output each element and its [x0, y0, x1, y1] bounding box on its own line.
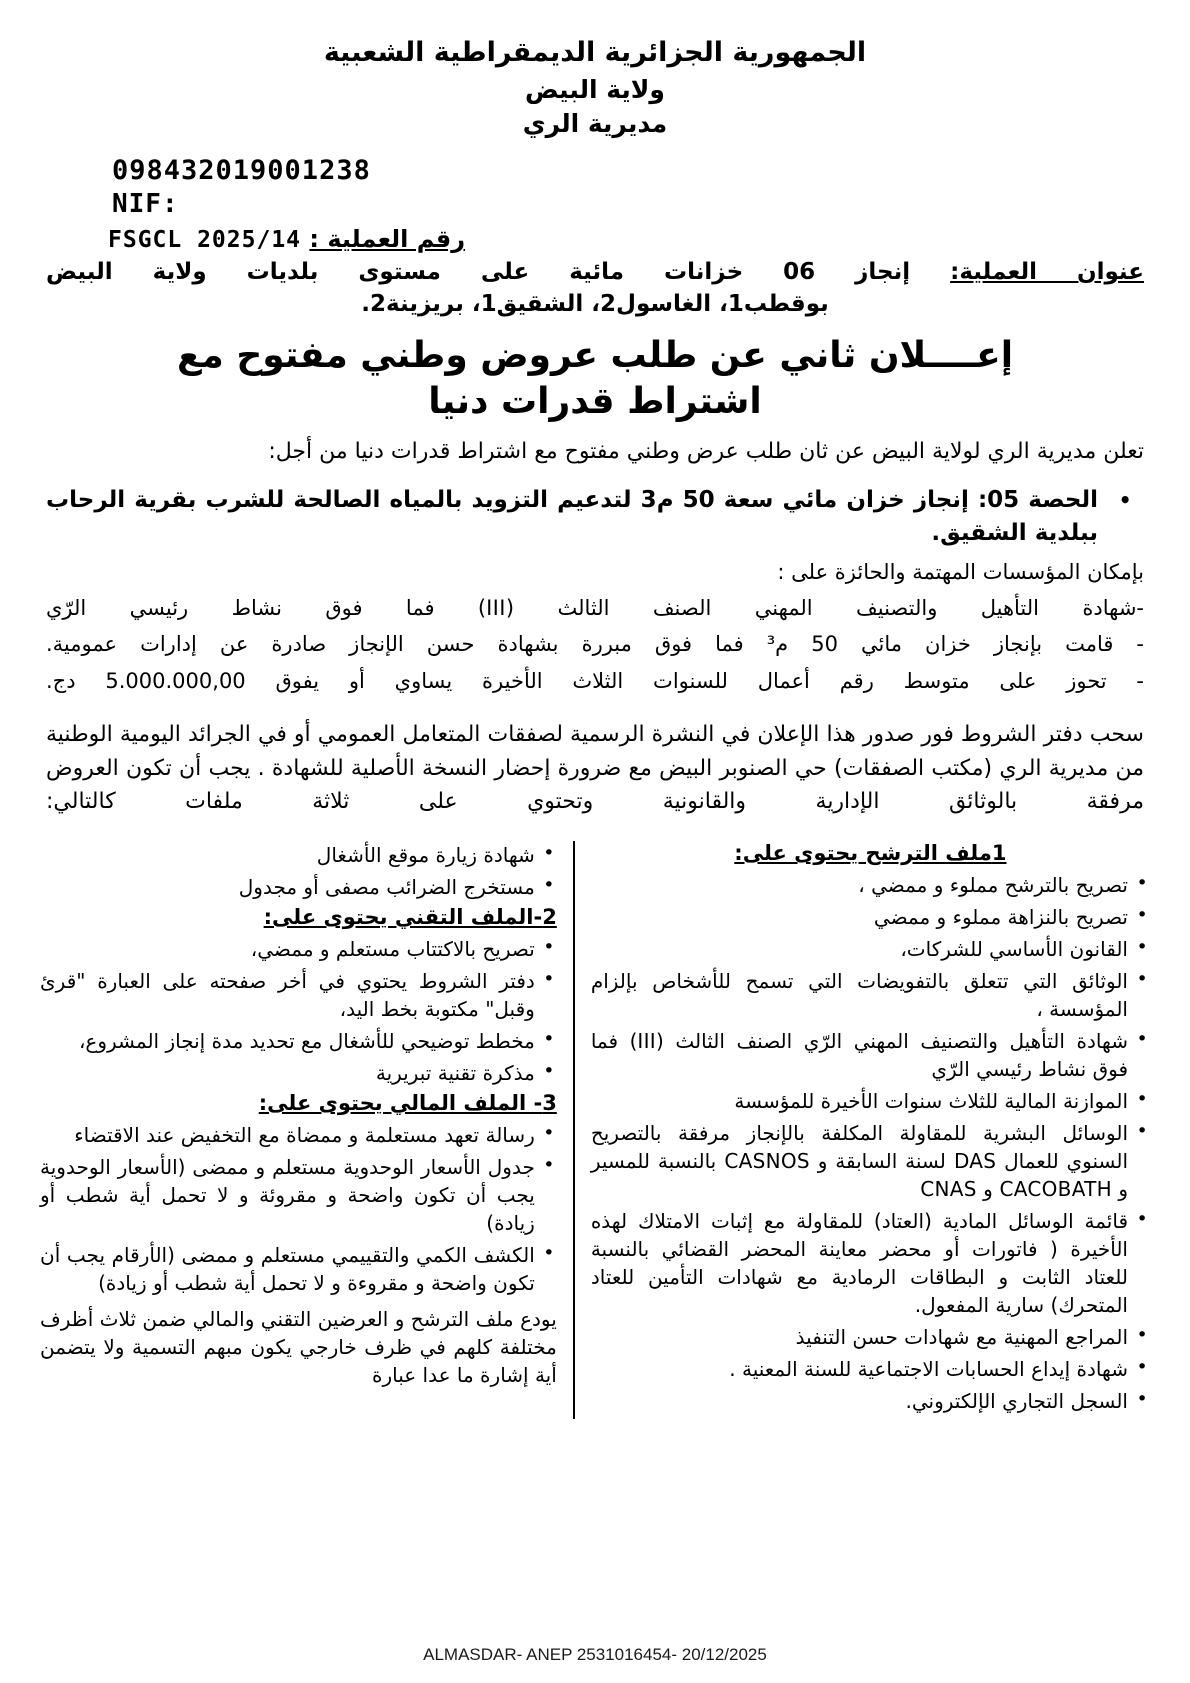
list-item: • القانون الأساسي للشركات، [591, 935, 1150, 963]
list-item: • شهادة التأهيل والتصنيف المهني الرّي الصنف الثالث (III) فما فوق نشاط رئيسي الرّي [591, 1027, 1150, 1083]
list-item: • قائمة الوسائل المادية (العتاد) للمقاولة مع إثبات الامتلاك لهذه الأخيرة ( فاتورات أو محضر معاينة المحضر القضائي بالنسبة للعتاد الثابت و البطاقات الرمادية مع شهادات التأمين للعتاد المتحرك) سارية المفعول. [591, 1207, 1150, 1319]
administrative-tail-list [40, 841, 557, 901]
intro-paragraph: تعلن مديرية الري لولاية البيض عن ثان طلب عرض وطني مفتوح مع اشتراط قدرات دنيا من أجل: [268, 438, 1144, 464]
candidacy-file-column [573, 841, 1150, 1419]
technical-file-title: 2-الملف التقني يحتوى على: [263, 904, 557, 929]
technical-financial-column [40, 841, 573, 1419]
list-item: • تصريح بالنزاهة مملوء و ممضي [591, 903, 1150, 931]
page-title [0, 333, 1190, 425]
technical-file-list [40, 935, 557, 1087]
page-title-line1: إعــــلان ثاني عن طلب عروض وطني مفتوح مع [176, 334, 1014, 376]
list-item: • السجل التجاري الإلكتروني. [591, 1387, 1150, 1415]
eligibility-item-0: -شهادة التأهيل والتصنيف المهني الصنف الثالث (III) فما فوق نشاط رئيسي الرّي [46, 596, 1144, 621]
eligibility-intro: بإمكان المؤسسات المهتمة والحائزة على : [777, 559, 1144, 584]
lot-item-text: الحصة 05: إنجاز خزان مائي سعة 50 م3 لتدعيم التزويد بالمياه الصالحة للشرب بقرية الرحاب ببلدية الشقيق. [46, 486, 1098, 547]
list-item: • جدول الأسعار الوحدوية مستعلم و ممضى (الأسعار الوحدوية يجب أن تكون واضحة و مقروئة و لا تحمل أية شطب أو زيادة) [40, 1153, 557, 1237]
page-title-line2: اشتراط قدرات دنيا [428, 380, 762, 422]
directorate-title: مديرية الري [522, 109, 668, 139]
operation-title-line2: بوقطب1، الغاسول2، الشقيق1، بريزينة2. [361, 291, 829, 318]
nif-label: NIF: [112, 188, 179, 219]
republic-title: الجمهورية الجزائرية الديمقراطية الشعبية [323, 37, 867, 68]
list-item: • مستخرج الضرائب مصفى أو مجدول [40, 873, 557, 901]
lot-item [0, 484, 1190, 551]
list-item: • مذكرة تقنية تبريرية [40, 1059, 557, 1087]
eligibility-item-1: - قامت بإنجاز خزان مائي 50 م³ فما فوق مبررة بشهادة حسن الإنجاز صادرة عن إدارات عمومية. [46, 632, 1145, 657]
list-item: • شهادة إيداع الحسابات الاجتماعية للسنة المعنية . [591, 1355, 1150, 1383]
list-item: • رسالة تعهد مستعلمة و ممضاة مع التخفيض عند الاقتضاء [40, 1121, 557, 1149]
nif-number: 098432019001238 [112, 154, 371, 186]
list-item: • الوسائل البشرية للمقاولة المكلفة بالإنجاز مرفقة بالتصريح السنوي للعمال DAS لسنة السابقة و CASNOS بالنسبة للمسير و CACOBATH و CNAS [591, 1119, 1150, 1203]
operation-title-value: إنجاز 06 خزانات مائية على مستوى بلديات ولاية البيض [46, 259, 911, 286]
eligibility-item-2: - تحوز على متوسط رقم أعمال للسنوات الثلاث الأخيرة يساوي أو يفوق 5.000.000,00 دج. [46, 668, 1144, 693]
list-item: • دفتر الشروط يحتوي في أخر صفحته على العبارة "قرئ وقبل" مكتوبة بخط اليد، [40, 967, 557, 1023]
operation-title-row [0, 257, 1190, 289]
submission-note: يودع ملف الترشح و العرضين التقني والمالي ضمن ثلاث أظرف مختلفة كلهم في ظرف خارجي يكون مبهم التسمية ولا يتضمن أية إشارة ما عدا عبارة [40, 1306, 557, 1387]
financial-file-title: 3- الملف المالي يحتوى على: [258, 1090, 557, 1115]
list-item: • الوثائق التي تتعلق بالتفويضات التي تسمح للأشخاص بإلزام المؤسسة ، [591, 967, 1150, 1023]
list-item: • الموازنة المالية للثلاث سنوات الأخيرة للمؤسسة [591, 1087, 1150, 1115]
operation-number-value: FSGCL 2025/14 [108, 227, 302, 254]
document-footer: ALMASDAR- ANEP 2531016454- 20/12/2025 [423, 1645, 767, 1664]
candidacy-file-list [591, 871, 1150, 1415]
nif-block [0, 155, 1190, 220]
operation-title-label: عنوان العملية: [950, 259, 1145, 286]
list-item: • شهادة زيارة موقع الأشغال [40, 841, 557, 869]
list-item: • تصريح بالترشح مملوء و ممضي ، [591, 871, 1150, 899]
list-item: • تصريح بالاكتتاب مستعلم و ممضي، [40, 935, 557, 963]
operation-number-label: رقم العملية : [309, 225, 466, 254]
list-item: • مخطط توضيحي للأشغال مع تحديد مدة إنجاز المشروع، [40, 1027, 557, 1055]
document-header [0, 0, 1190, 141]
files-columns [0, 841, 1190, 1419]
operation-number-row [0, 225, 1190, 253]
list-item: • الكشف الكمي والتقييمي مستعلم و ممضى (الأرقام يجب أن تكون واضحة و مقروءة و لا تحمل أية شطب أو زيادة) [40, 1241, 557, 1297]
candidacy-file-title: 1ملف الترشح يحتوى على: [734, 840, 1007, 865]
wilaya-title: ولاية البيض [525, 74, 665, 104]
list-item: • المراجع المهنية مع شهادات حسن التنفيذ [591, 1323, 1150, 1351]
withdrawal-paragraph: سحب دفتر الشروط فور صدور هذا الإعلان في النشرة الرسمية لصفقات المتعامل العمومي أو في الجرائد اليومية الوطنية من مديرية الري (مكتب الصفقات) حي الصنوبر البيض مع ضرورة إحضار النسخة الأصلية للشهادة . يجب أن تكون العروض مرفقة بالوثائق الإدارية والقانونية وتحتوي على ثلاثة ملفات كالتالي: [46, 722, 1144, 815]
financial-file-list [40, 1121, 557, 1297]
bullet-icon: • [1118, 487, 1132, 512]
